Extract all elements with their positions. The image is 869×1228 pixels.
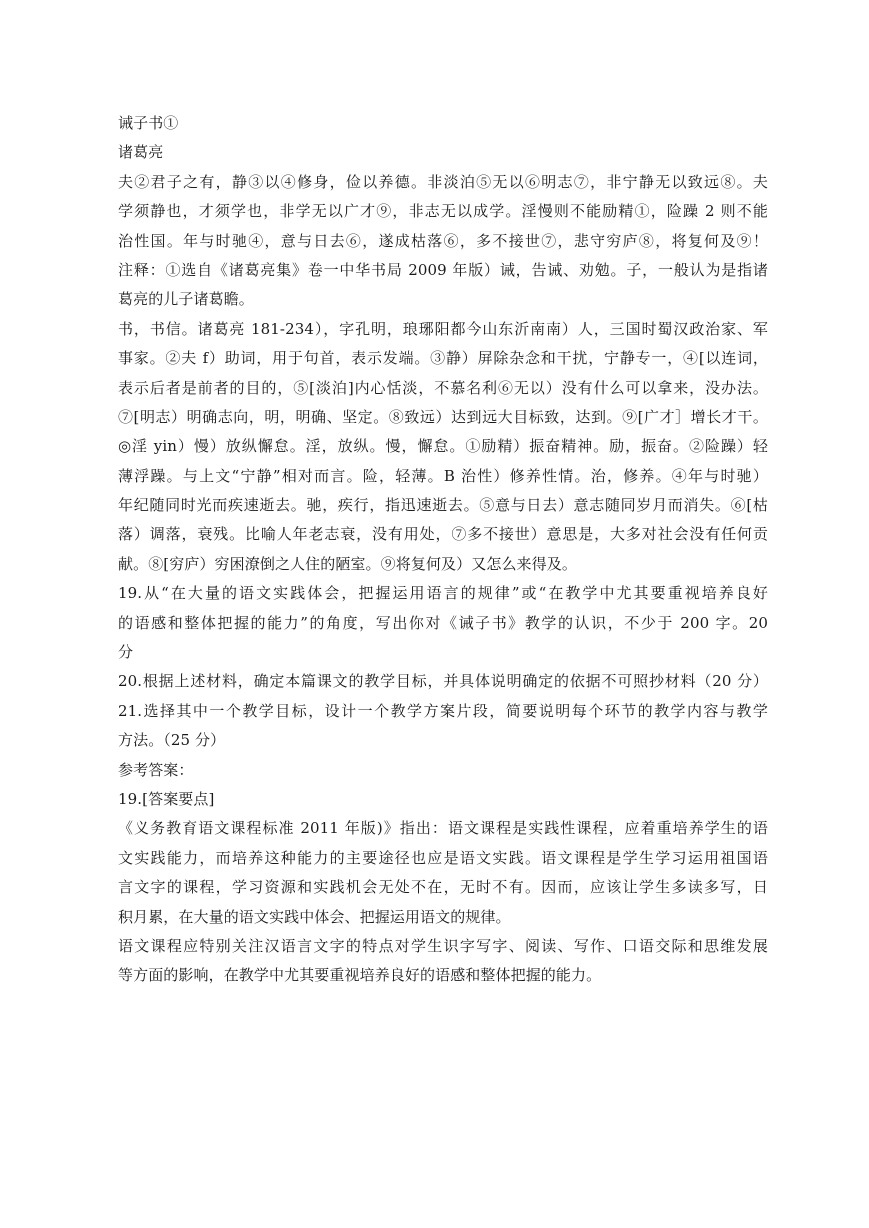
doc-author: 诸葛亮	[118, 143, 164, 162]
text-line: 学须静也，才须学也，非学无以广才⑨，非志无以成学。淫慢则不能励精①，险躁 2 则不能	[118, 202, 768, 221]
notes-line: 落）调落，衰残。比喻人年老志衰，没有用处，⑦多不接世）意思是，大多对社会没有任何贡	[118, 525, 768, 544]
answer-19-heading: 19.[答案要点]	[118, 789, 215, 808]
text-line: 夫②君子之有，静③以④修身，俭以养德。非淡泊⑤无以⑥明志⑦，非宁静无以致远⑧。夫	[118, 172, 768, 191]
question-21-line: 方法。（25 分）	[118, 731, 226, 750]
notes-line: 事家。②夫 f）助词，用于句首，表示发端。③静）屏除杂念和干扰，宁静专一，④[以连词，	[118, 349, 768, 368]
notes-line: ⑦[明志）明确志向，明，明确、坚定。⑧致远）达到远大目标致，达到。⑨[广才］增长才干。	[118, 407, 768, 426]
answer-line: 文实践能力，而培养这种能力的主要途径也应是语文实践。语文课程是学生学习运用祖国语	[118, 848, 768, 867]
text-line: 治性国。年与时驰④，意与日去⑥，遂成枯落⑥，多不接世⑦，悲守穷庐⑧，将复何及⑨！	[118, 231, 768, 250]
notes-line: 书，书信。诸葛亮 181-234），字孔明，琅琊阳都今山东沂南南）人，三国时蜀汉政治家、军	[118, 319, 768, 338]
notes-line: 献。⑧[穷庐）穷困潦倒之人住的陋室。⑨将复何及）又怎么来得及。	[118, 554, 577, 573]
answer-line: 《义务教育语文课程标准 2011 年版)》指出：语文课程是实践性课程，应着重培养学生的语	[118, 819, 768, 838]
answer-line: 语文课程应特别关注汉语言文字的特点对学生识字写字、阅读、写作、口语交际和思维发展	[118, 936, 768, 955]
answer-heading: 参考答案：	[118, 760, 194, 779]
answer-line: 积月累，在大量的语文实践中体会、把握运用语文的规律。	[118, 907, 511, 926]
question-19-line: 的语感和整体把握的能力”的角度，写出你对《诫子书》教学的认识，不少于 200 字。20	[118, 613, 768, 632]
question-21-line: 21.选择其中一个教学目标，设计一个教学方案片段，简要说明每个环节的教学内容与教学	[118, 701, 768, 720]
doc-title: 诫子书①	[118, 114, 179, 132]
notes-line: 年纪随同时光而疾速逝去。驰，疾行，指迅速逝去。⑤意与日去）意志随同岁月而消失。⑥[枯	[118, 496, 768, 515]
notes-line: 注释：①选自《诸葛亮集》卷一中华书局 2009 年版）诫，告诫、劝勉。子，一般认为是指诸	[118, 260, 768, 279]
notes-line: 葛亮的儿子诸葛瞻。	[118, 290, 254, 309]
notes-line: 表示后者是前者的目的，⑤[淡泊]内心恬淡，不慕名利⑥无以）没有什么可以拿来，没办法。	[118, 378, 768, 397]
notes-line: 薄浮躁。与上文“宁静”相对而言。险，轻薄。B 治性）修养性情。治，修养。④年与时驰）	[118, 466, 768, 485]
answer-line: 等方面的影响，在教学中尤其要重视培养良好的语感和整体把握的能力。	[118, 966, 602, 985]
question-19-line: 分	[118, 643, 134, 662]
notes-line: ◎淫 yin）慢）放纵懈怠。淫，放纵。慢，懈怠。①励精）振奋精神。励，振奋。②险躁）轻	[118, 437, 768, 456]
document-body	[118, 109, 768, 991]
question-20-line: 20.根据上述材料，确定本篇课文的教学目标，并具体说明确定的依据不可照抄材料（20 分）	[118, 672, 768, 691]
question-19-line: 19.从“在大量的语文实践体会，把握运用语言的规律”或“在教学中尤其要重视培养良好	[118, 584, 768, 603]
answer-line: 言文字的课程，学习资源和实践机会无处不在，无时不有。因而，应该让学生多读多写，日	[118, 878, 768, 897]
